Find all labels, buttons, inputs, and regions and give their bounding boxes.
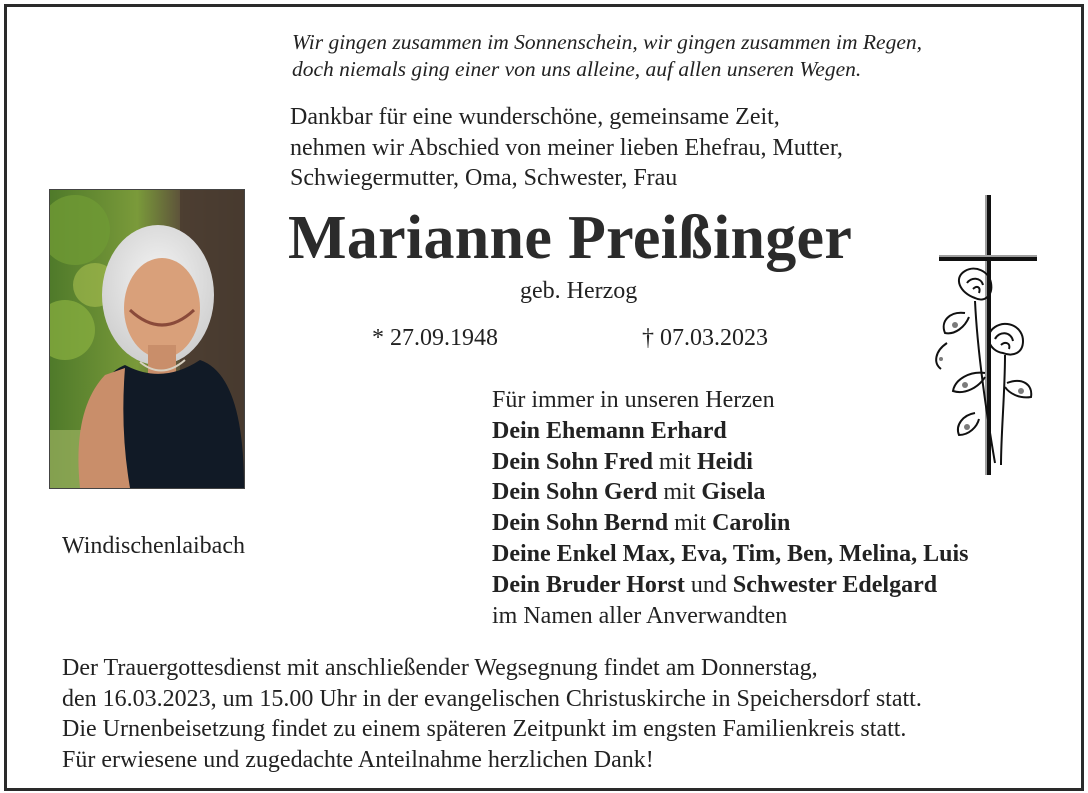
mourner-son-3 <box>492 508 969 539</box>
mourner-siblings <box>492 570 969 601</box>
notice-line-1: Der Trauergottesdienst mit anschließender Wegsegnung findet am Donnerstag, <box>62 655 818 681</box>
intro-line-3: Schwiegermutter, Oma, Schwester, Frau <box>290 165 678 191</box>
son-3-partner: Carolin <box>712 510 791 537</box>
brother-name: Dein Bruder Horst <box>492 571 685 598</box>
son-2-partner: Gisela <box>701 479 766 506</box>
grandchildren-names: Deine Enkel Max, Eva, Tim, Ben, Melina, Luis <box>492 540 969 567</box>
intro-text <box>290 102 843 194</box>
obituary-notice <box>4 4 1084 791</box>
funeral-notice <box>62 653 922 775</box>
husband-name: Dein Ehemann Erhard <box>492 417 727 444</box>
son-2-with: mit <box>663 479 696 506</box>
notice-line-3: Die Urnenbeisetzung findet zu einem späteren Zeitpunkt im engsten Familienkreis statt. <box>62 716 907 742</box>
mourners-list <box>492 385 969 631</box>
mourner-son-1 <box>492 447 969 478</box>
siblings-and: und <box>690 571 727 598</box>
son-3-name: Dein Sohn Bernd <box>492 510 669 537</box>
mourner-husband <box>492 416 969 447</box>
birth-date: * 27.09.1948 <box>372 325 498 351</box>
motto-line-1: Wir gingen zusammen im Sonnenschein, wir gingen zusammen im Regen, <box>292 30 922 54</box>
mourner-son-2 <box>492 477 969 508</box>
portrait-photo-drawing <box>50 190 244 488</box>
son-1-partner: Heidi <box>696 448 753 475</box>
notice-line-2: den 16.03.2023, um 15.00 Uhr in der evangelischen Christuskirche in Speichersdorf statt. <box>62 685 922 712</box>
mourners-footer: im Namen aller Anverwandten <box>492 602 788 629</box>
mourners-heading: Für immer in unseren Herzen <box>492 387 775 413</box>
portrait-photo <box>49 189 245 489</box>
place-name: Windischenlaibach <box>62 533 245 559</box>
son-1-name: Dein Sohn Fred <box>492 448 653 475</box>
son-1-with: mit <box>658 448 691 475</box>
son-2-name: Dein Sohn Gerd <box>492 479 658 506</box>
death-date: † 07.03.2023 <box>642 325 768 351</box>
intro-line-1: Dankbar für eine wunderschöne, gemeinsame Zeit, <box>290 104 780 130</box>
son-3-with: mit <box>674 510 707 537</box>
motto-line-2: doch niemals ging einer von uns alleine, auf allen unseren Wegen. <box>292 57 862 81</box>
notice-line-4: Für erwiesene und zugedachte Anteilnahme herzlichen Dank! <box>62 746 654 773</box>
maiden-name: geb. Herzog <box>520 278 638 304</box>
intro-line-2: nehmen wir Abschied von meiner lieben Ehefrau, Mutter, <box>290 134 843 161</box>
sister-name: Schwester Edelgard <box>732 571 938 598</box>
mourner-grandchildren <box>492 539 969 570</box>
motto-verse <box>292 29 922 83</box>
deceased-name: Marianne Preißinger <box>288 204 853 272</box>
